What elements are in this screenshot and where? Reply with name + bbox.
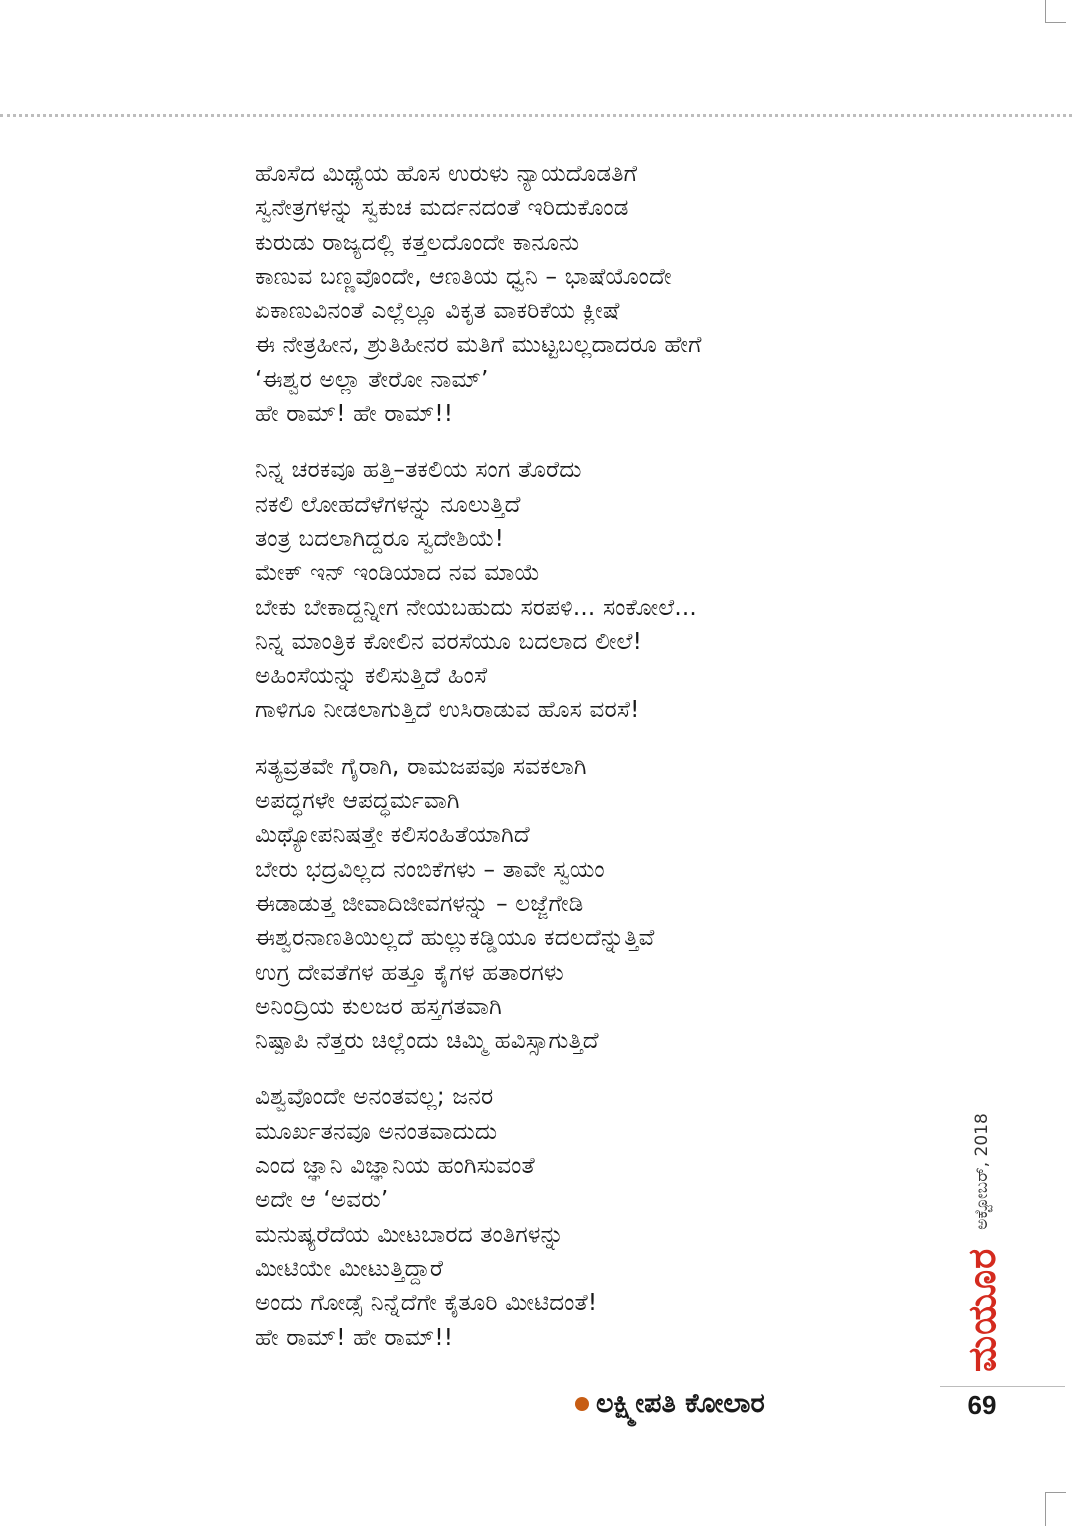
poem-line: ಎಂದ ಜ್ಞಾನಿ ವಿಜ್ಞಾನಿಯ ಹಂಗಿಸುವಂತೆ bbox=[255, 1153, 535, 1180]
author-credit bbox=[575, 1384, 765, 1424]
poem-line: ಮೂರ್ಖತನವೂ ಅನಂತವಾದುದು bbox=[255, 1118, 498, 1145]
magazine-logo: ಮಯೂರ bbox=[959, 1247, 1004, 1372]
page-number-rule bbox=[940, 1386, 1065, 1387]
stanza bbox=[255, 1080, 915, 1354]
poem-line: ಸ್ವನೇತ್ರಗಳನ್ನು ಸ್ವಕುಚ ಮರ್ದನದಂತೆ ಇರಿದುಕೊಂಡ bbox=[255, 195, 629, 222]
bullet-icon bbox=[575, 1397, 589, 1411]
poem-line: ಬೇರು ಭದ್ರವಿಲ್ಲದ ನಂಬಿಕೆಗಳು – ತಾವೇ ಸ್ವಯಂ bbox=[255, 856, 605, 883]
poem-line: ನಿನ್ನ ಚರಕವೂ ಹತ್ತಿ–ತಕಲಿಯ ಸಂಗ ತೊರೆದು bbox=[255, 457, 582, 484]
poem-line: ಮನುಷ್ಯರೆದೆಯ ಮೀಟಬಾರದ ತಂತಿಗಳನ್ನು bbox=[255, 1221, 564, 1248]
poem-line: ಕಾಣುವ ಬಣ್ಣವೊಂದೇ, ಆಣತಿಯ ಧ್ವನಿ – ಭಾಷೆಯೊಂದೇ bbox=[255, 263, 672, 290]
poem-line: ಮೇಕ್ ಇನ್ ಇಂಡಿಯಾದ ನವ ಮಾಯೆ bbox=[255, 560, 541, 587]
poem-line: ಸತ್ಯವ್ರತವೇ ಗೈರಾಗಿ, ರಾಮಜಪವೂ ಸವಕಲಾಗಿ bbox=[255, 753, 587, 780]
poem-line: ಹೊಸೆದ ಮಿಥ್ಯೆಯ ಹೊಸ ಉರುಳು ನ್ಯಾಯದೊಡತಿಗೆ bbox=[255, 161, 638, 187]
poem-line: ನಕಲಿ ಲೋಹದೆಳೆಗಳನ್ನು ನೂಲುತ್ತಿದೆ bbox=[255, 491, 521, 518]
poem-line: ಮಿಥ್ಯೋಪನಿಷತ್ತೇ ಕಲಿಸಂಹಿತೆಯಾಗಿದೆ bbox=[255, 822, 530, 849]
poem-line: ಈ ನೇತ್ರಹೀನ, ಶ್ರುತಿಹೀನರ ಮತಿಗೆ ಮುಟ್ಟಬಲ್ಲದಾದರೂ ಹೇಗೆ bbox=[255, 332, 702, 359]
poem-line: ತಂತ್ರ ಬದಲಾಗಿದ್ದರೂ ಸ್ವದೇಶಿಯೆ! bbox=[255, 525, 505, 552]
poem-line: ಅಂದು ಗೋಡ್ಸೆ ನಿನ್ನೆದೆಗೇ ಕೈತೂರಿ ಮೀಟಿದಂತೆ! bbox=[255, 1290, 598, 1317]
poem-line: ಗಾಳಿಗೂ ನೀಡಲಾಗುತ್ತಿದೆ ಉಸಿರಾಡುವ ಹೊಸ ವರಸೆ! bbox=[255, 697, 640, 724]
poem-line: ಏಕಾಣುವಿನಂತೆ ಎಲ್ಲೆಲ್ಲೂ ವಿಕೃತ ವಾಕರಿಕೆಯ ಕ್ಲೀಷೆ bbox=[255, 298, 620, 325]
poem-line: ಕುರುಡು ರಾಜ್ಯದಲ್ಲಿ ಕತ್ತಲದೊಂದೇ ಕಾನೂನು bbox=[255, 229, 580, 256]
issue-date: ಅಕ್ಟೋಬರ್, 2018 bbox=[972, 1113, 992, 1230]
poem-body bbox=[255, 157, 915, 1377]
poem-line: ಈಶ್ವರನಾಣತಿಯಿಲ್ಲದೆ ಹುಲ್ಲುಕಡ್ಡಿಯೂ ಕದಲದೆನ್ನುತ್ತಿವೆ bbox=[255, 925, 655, 952]
poem-line: ಹೇ ರಾಮ್! ಹೇ ರಾಮ್!! bbox=[255, 401, 454, 428]
stanza bbox=[255, 157, 915, 431]
crop-mark-bottom-right bbox=[1045, 1492, 1066, 1526]
poem-line: ಹೇ ರಾಮ್! ಹೇ ರಾಮ್!! bbox=[255, 1324, 454, 1351]
poem-line: ಬೇಕು ಬೇಕಾದ್ದನ್ನೀಗ ನೇಯಬಹುದು ಸರಪಳಿ... ಸಂಕೋಲೆ... bbox=[255, 594, 697, 621]
poem-line: ಅನಿಂದ್ರಿಯ ಕುಲಜರ ಹಸ್ತಗತವಾಗಿ bbox=[255, 993, 502, 1020]
stanza bbox=[255, 750, 915, 1059]
crop-mark-top-right bbox=[1045, 0, 1066, 23]
poem-line: ಈಡಾಡುತ್ತ ಜೀವಾದಿಜೀವಗಳನ್ನು – ಲಜ್ಜೆಗೇಡಿ bbox=[255, 890, 584, 917]
poem-line: ಅದೇ ಆ ‘ಅವರು’ bbox=[255, 1187, 389, 1214]
poem-line: ಮೀಟಿಯೇ ಮೀಟುತ್ತಿದ್ದಾರೆ bbox=[255, 1255, 444, 1282]
author-name: ಲಕ್ಷ್ಮೀಪತಿ ಕೋಲಾರ bbox=[596, 1388, 765, 1419]
poem-line: ವಿಶ್ವವೊಂದೇ ಅನಂತವಲ್ಲ; ಜನರ bbox=[255, 1084, 494, 1111]
poem-line: ನಿಷ್ಪಾಪಿ ನೆತ್ತರು ಚಿಲ್ಲೆಂದು ಚಿಮ್ಮಿ ಹವಿಸ್ಸಾಗುತ್ತಿದೆ bbox=[255, 1028, 599, 1055]
poem-line: ಉಗ್ರ ದೇವತೆಗಳ ಹತ್ತೂ ಕೈಗಳ ಹತಾರಗಳು bbox=[255, 959, 564, 986]
poem-line: ಅಪದ್ಧಗಳೇ ಆಪದ್ಧರ್ಮವಾಗಿ bbox=[255, 788, 460, 815]
header-dotted-rule bbox=[0, 114, 1072, 117]
magazine-sidebar bbox=[952, 1072, 1012, 1372]
poem-line: ‘ಈಶ್ವರ ಅಲ್ಲಾ ತೇರೋ ನಾಮ್’ bbox=[255, 366, 489, 393]
poem-line: ನಿನ್ನ ಮಾಂತ್ರಿಕ ಕೋಲಿನ ವರಸೆಯೂ ಬದಲಾದ ಲೀಲೆ! bbox=[255, 628, 642, 655]
stanza bbox=[255, 453, 915, 727]
page-number: 69 bbox=[967, 1390, 997, 1420]
poem-line: ಅಹಿಂಸೆಯನ್ನು ಕಲಿಸುತ್ತಿದೆ ಹಿಂಸೆ bbox=[255, 663, 488, 690]
